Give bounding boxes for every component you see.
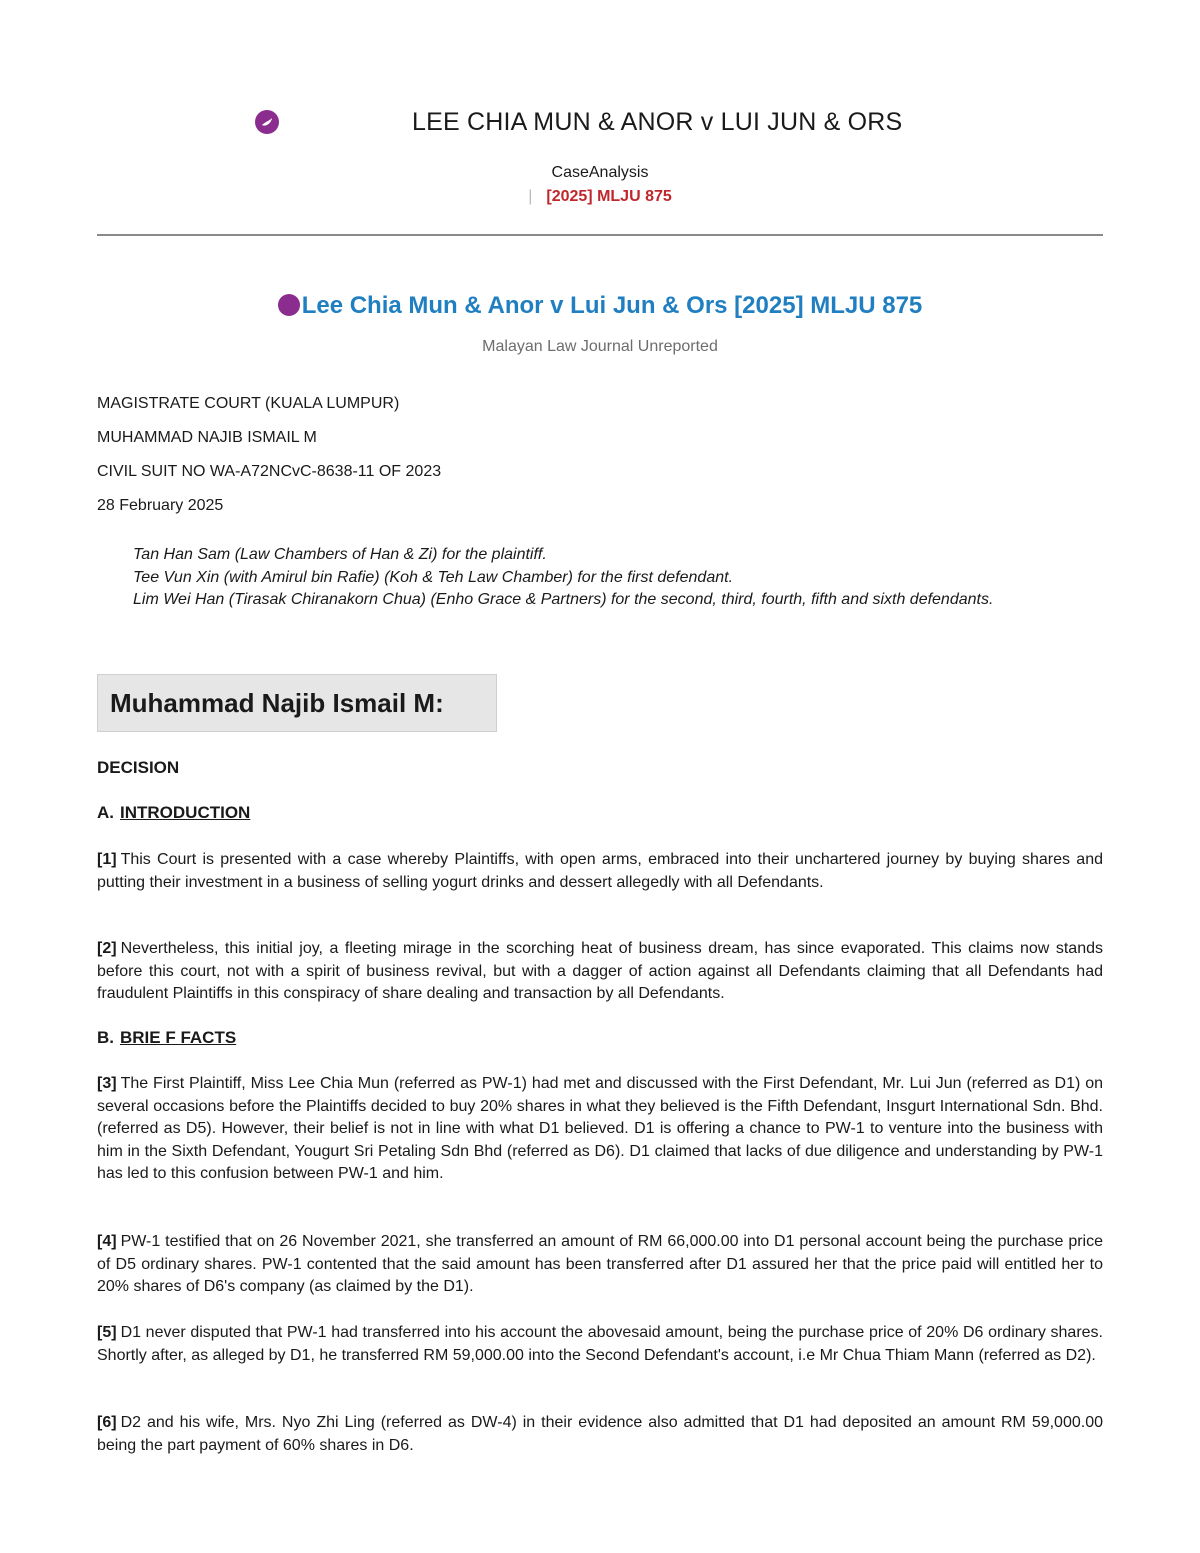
lexis-logo-icon — [255, 110, 279, 134]
header-separator: | — [528, 188, 533, 205]
paragraph-6 — [97, 1412, 1103, 1457]
section-letter: A. — [97, 803, 114, 822]
paragraph-text: This Court is presented with a case whereby Plaintiffs, with open arms, embraced into their unchartered journey by buying shares and putting their investment in a business of selling yogurt drinks and dessert allegedly with all Defendants. — [97, 851, 1103, 891]
header-subtitle: CaseAnalysis — [551, 164, 649, 181]
paragraph-text: D1 never disputed that PW-1 had transferred into his account the abovesaid amount, being the purchase price of 20% D6 ordinary shares. Shortly after, as alleged by D1, he transferred RM 59,000.00 into the Second Defendant's account, i.e Mr Chua Thiam Mann (referred as D2). — [97, 1324, 1103, 1364]
paragraph-number: [2] — [97, 940, 117, 957]
paragraph-3 — [97, 1073, 1103, 1186]
counsel-list — [133, 544, 1093, 612]
paragraph-number: [6] — [97, 1414, 117, 1431]
paragraph-text: Nevertheless, this initial joy, a fleeting mirage in the scorching heat of business dream, has since evaporated. This claims now stands before this court, not with a spirit of business revival, but with a dagger of action against all Defendants claiming that all Defendants had fraudulent Plaintiffs in this conspiracy of share dealing and transaction by all Defendants. — [97, 940, 1103, 1002]
judge-heading: Muhammad Najib Ismail M: — [97, 674, 497, 732]
case-logo-icon — [278, 294, 300, 316]
paragraph-number: [4] — [97, 1233, 117, 1250]
paragraph-2 — [97, 938, 1103, 1006]
judge-name: MUHAMMAD NAJIB ISMAIL M — [97, 429, 317, 446]
paragraph-number: [3] — [97, 1075, 117, 1092]
section-title: INTRODUCTION — [120, 803, 251, 822]
section-letter: B. — [97, 1028, 114, 1047]
journal-name: Malayan Law Journal Unreported — [482, 338, 718, 355]
logo-swoosh-icon — [259, 114, 275, 130]
section-b-heading — [97, 1028, 236, 1048]
court-name: MAGISTRATE COURT (KUALA LUMPUR) — [97, 395, 400, 412]
header-citation[interactable]: [2025] MLJU 875 — [546, 188, 672, 205]
paragraph-number: [1] — [97, 851, 117, 868]
section-title: BRIE F FACTS — [120, 1028, 237, 1047]
case-title[interactable]: Lee Chia Mun & Anor v Lui Jun & Ors [2025] MLJU 875 — [301, 292, 923, 319]
paragraph-text: PW-1 testified that on 26 November 2021, she transferred an amount of RM 66,000.00 into D1 personal account being the purchase price of D5 ordinary shares. PW-1 contented that the said amount has been transferred after D1 assured her that the price paid will entitled her to 20% shares of D6's company (as claimed by the D1). — [97, 1233, 1103, 1295]
suit-number: CIVIL SUIT NO WA-A72NCvC-8638-11 OF 2023 — [97, 463, 442, 480]
paragraph-5 — [97, 1322, 1103, 1367]
paragraph-text: The First Plaintiff, Miss Lee Chia Mun (referred as PW-1) had met and discussed with the First Defendant, Mr. Lui Jun (referred as D1) on several occasions before the Plaintiffs decided to buy 20% shares in what they believed is the Fifth Defendant, Insgurt International Sdn. Bhd. (referred as D5). However, their belief is not in line with what D1 believed. D1 is offering a chance to PW-1 to venture into the business with him in the Sixth Defendant, Yougurt Sri Petaling Sdn Bhd (referred as D6). D1 claimed that lacks of due diligence and understanding by PW-1 has led to this confusion between PW-1 and him. — [97, 1075, 1103, 1182]
header-title: LEE CHIA MUN & ANOR v LUI JUN & ORS — [412, 108, 903, 136]
counsel-line: Tee Vun Xin (with Amirul bin Rafie) (Koh & Teh Law Chamber) for the first defendant. — [133, 568, 734, 586]
judgment-date: 28 February 2025 — [97, 497, 224, 514]
counsel-line: Lim Wei Han (Tirasak Chiranakorn Chua) (Enho Grace & Partners) for the second, third, fourth, fifth and sixth defendants. — [133, 591, 994, 608]
header-divider — [97, 234, 1103, 236]
header-citation-row — [0, 188, 1200, 206]
section-a-heading — [97, 803, 250, 823]
paragraph-1 — [97, 849, 1103, 894]
paragraph-4 — [97, 1231, 1103, 1299]
paragraph-number: [5] — [97, 1324, 117, 1341]
decision-heading: DECISION — [97, 758, 180, 777]
case-title-row — [0, 292, 1200, 320]
counsel-line: Tan Han Sam (Law Chambers of Han & Zi) for the plaintiff. — [133, 546, 547, 563]
paragraph-text: D2 and his wife, Mrs. Nyo Zhi Ling (referred as DW-4) in their evidence also admitted that D1 had deposited an amount RM 59,000.00 being the part payment of 60% shares in D6. — [97, 1414, 1103, 1454]
